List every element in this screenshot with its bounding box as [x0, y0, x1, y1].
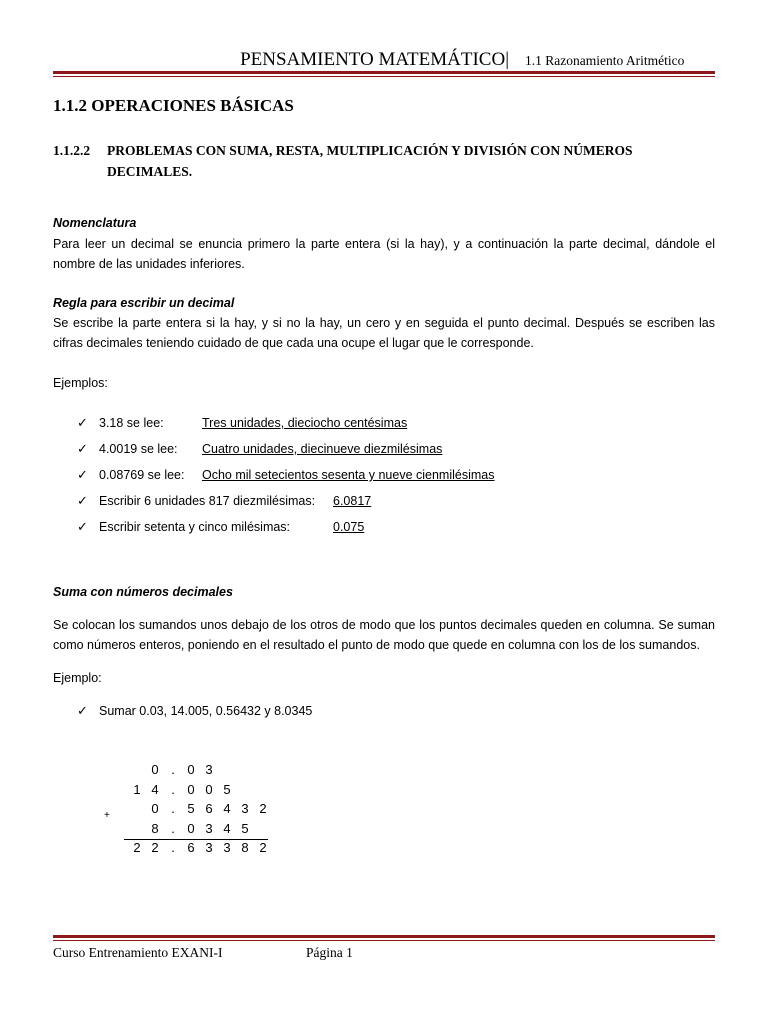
digit: 0 [187, 782, 195, 797]
digit: 0 [151, 762, 159, 777]
footer-rule-thick [53, 935, 715, 938]
digit: 2 [259, 801, 267, 816]
nomenclatura-title: Nomenclatura [53, 216, 137, 230]
section-heading: 1.1.2 OPERACIONES BÁSICAS [53, 96, 294, 115]
digit: 4 [151, 782, 159, 797]
check-icon: ✓ [77, 415, 88, 430]
example-lead: 3.18 se lee: [99, 416, 164, 430]
example-answer: Tres unidades, dieciocho centésimas [202, 416, 408, 430]
ejemplos-label: Ejemplos: [53, 376, 108, 390]
section-label: 1.1 Razonamiento Aritmético [525, 53, 685, 68]
digit: . [171, 782, 175, 797]
digit: 8 [241, 840, 249, 855]
subsection-title-line2: DECIMALES. [107, 164, 193, 179]
footer-rule-thin [53, 940, 715, 941]
example-lead: Escribir 6 unidades 817 diezmilésimas: [99, 494, 316, 508]
digit: 0 [205, 782, 213, 797]
example-lead: 4.0019 se lee: [99, 442, 178, 456]
example-answer: 6.0817 [333, 494, 372, 508]
digit: 1 [133, 782, 141, 797]
addition-task: Sumar 0.03, 14.005, 0.56432 y 8.0345 [99, 704, 313, 718]
suma-title: Suma con números decimales [53, 585, 233, 599]
digit: 5 [187, 801, 195, 816]
page-number: Página 1 [306, 945, 353, 960]
digit: . [171, 840, 175, 855]
digit: 3 [205, 762, 213, 777]
digit: 5 [241, 821, 249, 836]
digit: . [171, 801, 175, 816]
addition-operation [0, 0, 300, 900]
check-icon: ✓ [77, 519, 88, 534]
digit: 2 [151, 840, 159, 855]
suma-text: Se colocan los sumandos unos debajo de los otros de modo que los puntos decimales queden en columna. Se suman como números enteros, poniendo en el resultado el punto de modo que quede en columna con los de los sumandos. [53, 618, 715, 652]
digit: 6 [205, 801, 213, 816]
digit: 8 [151, 821, 159, 836]
digit: 0 [187, 821, 195, 836]
digit: 3 [205, 821, 213, 836]
digit: 0 [151, 801, 159, 816]
example-answer: 0.075 [333, 520, 365, 534]
digit: . [171, 762, 175, 777]
digit: 3 [223, 840, 231, 855]
digit: 2 [133, 840, 141, 855]
example-answer: Ocho mil setecientos sesenta y nueve cienmilésimas [202, 468, 495, 482]
example-lead: Escribir setenta y cinco milésimas: [99, 520, 291, 534]
regla-title: Regla para escribir un decimal [53, 296, 235, 310]
digit: 3 [241, 801, 249, 816]
subsection-number: 1.1.2.2 [53, 143, 91, 158]
digit: 5 [223, 782, 231, 797]
check-icon: ✓ [77, 467, 88, 482]
subsection-title-line1: PROBLEMAS CON SUMA, RESTA, MULTIPLICACIÓN Y DIVISIÓN CON NÚMEROS [107, 143, 633, 158]
footer-course: Curso Entrenamiento EXANI-I [53, 945, 223, 960]
digit: 3 [205, 840, 213, 855]
document-title: PENSAMIENTO MATEMÁTICO| [240, 49, 509, 70]
regla-text: Se escribe la parte entera si la hay, y si no la hay, un cero y en seguida el punto decimal. Después se escriben las cifras decimales teniendo cuidado de que cada una ocupe el lugar que le corresponde. [53, 316, 715, 350]
digit: 0 [187, 762, 195, 777]
example-answer: Cuatro unidades, diecinueve diezmilésimas [202, 442, 443, 456]
digit: 6 [187, 840, 195, 855]
nomenclatura-text: Para leer un decimal se enuncia primero la parte entera (si la hay), y a continuación la parte decimal, dándole el nombre de las unidades inferiores. [53, 237, 715, 271]
digit: 4 [223, 821, 231, 836]
check-icon: ✓ [77, 703, 88, 718]
digit: . [171, 821, 175, 836]
check-icon: ✓ [77, 493, 88, 508]
digit: 2 [259, 840, 267, 855]
example-lead: 0.08769 se lee: [99, 468, 185, 482]
ejemplo-label: Ejemplo: [53, 671, 102, 685]
digit: 4 [223, 801, 231, 816]
plus-sign: + [104, 810, 110, 821]
check-icon: ✓ [77, 441, 88, 456]
